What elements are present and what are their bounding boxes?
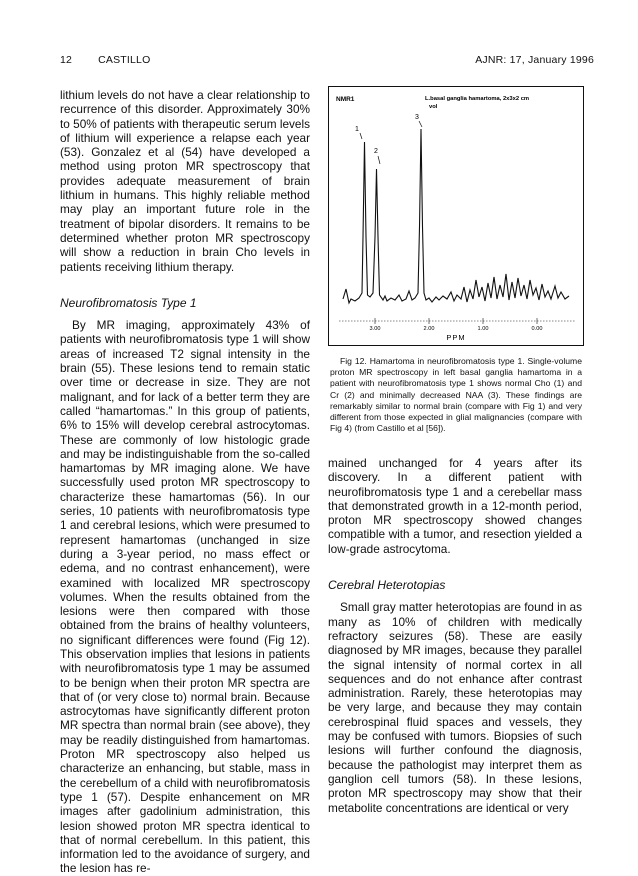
spectrum-trace [343,129,569,303]
figure-12-spectrum [328,86,584,346]
paragraph-heterotopias: Small gray matter heterotopias are found in as many as 10% of children with medically refractory seizures (58). These are easily diagnosed by MR images, because they parallel the signal intensity of normal cortex in all sequences and do not enhance after contrast administration. Rarely, these heterotopias may be very large, and because they may contain cerebrospinal fluid spaces and vessels, they may be confused with tumors. Biopsies of such lesions will further confound the diagnosis, because the pathologist may interpret them as ganglion cell tumors (58). In these lesions, proton MR spectroscopy may show that their metabolite concentrations are identical or very [328,600,582,815]
right-column [328,456,582,815]
tick-label-2: 2.00 [423,326,435,332]
paragraph-continued: mained unchanged for 4 years after its discovery. In a different patient with neurofibromatosis type 1 and a cerebellar mass that demonstrated growth in a 12-month period, proton MR spectroscopy showed changes compatible with a tumor, and resection yielded a low-grade astrocytoma. [328,456,582,556]
peak-pointer-cr [378,156,380,164]
peak-label-cho: 1 [355,126,359,133]
peak-pointer-cho [360,133,362,139]
peak-pointer-naa [419,121,422,127]
tick-label-3: 3.00 [369,326,381,332]
peak-label-cr: 2 [374,148,378,155]
author-name: CASTILLO [98,54,151,66]
peak-label-naa: 3 [415,114,419,121]
section-heading-neurofibromatosis: Neurofibromatosis Type 1 [60,295,197,310]
volume-label: vol [429,104,438,110]
paragraph-lithium: lithium levels do not have a clear relationship to recurrence of this disorder. Approximately 30% to 50% of patients with therapeutic serum levels of lithium will experience a relapse each year (53). Gonzalez et al (54) have developed a method using proton MR spectroscopy that provides adequate measurement of brain lithium in humans. This highly reliable method may play an important future role in the treatment of bipolar disorders. It remains to be determined whether proton MR spectroscopy will show a reduction in brain Cho levels in patients receiving lithium therapy. [60,88,310,274]
axis-label-ppm: PPM [446,333,466,342]
left-column [60,88,310,876]
journal-citation: AJNR: 17, January 1996 [475,54,594,66]
tick-label-1: 1.00 [477,326,489,332]
spectrum-plot [329,87,583,345]
spectrum-title: L.basal ganglia hamartoma, 2x3x2 cm [425,96,530,102]
paragraph-neurofibromatosis: By MR imaging, approximately 43% of patients with neurofibromatosis type 1 will show areas of increased T2 signal intensity in the brain (55). These lesions tend to remain static over time or decrease in size. They are not malignant, and for lack of a better term they are called “hamartomas.” In this group of patients, 6% to 15% will develop cerebral astrocytomas. These are commonly of low histologic grade and may be indistinguishable from the so-called hamartomas by MR imaging alone. We have successfully used proton MR spectroscopy to characterize these hamartomas (56). In our series, 10 patients with neurofibromatosis type 1 and cerebral lesions, which were presumed to represent hamartomas (unchanged in size during a 3-year period, no mass effect or edema, and no contrast enhancement), were examined with localized MR spectroscopy volumes. When the results obtained from the lesions were then compared with those obtained from the brains of healthy volunteers, no significant differences were found (Fig 12). This observation implies that lesions in patients with neurofibromatosis type 1 may be assumed to be benign when their proton MR spectra are that of (or very close to) normal brain. Because astrocytomas have significantly different proton MR spectra than normal brain (see above), they may be readily distinguished from hamartomas. Proton MR spectroscopy also helped us characterize an enhancing, but stable, mass in the cerebellum of a child with neurofibromatosis type 1 (57). Despite enhancement on MR images after gadolinium administration, this lesion showed proton MR spectra identical to that of normal cerebellum. In this patient, this information led to the avoidance of surgery, and the lesion has re- [60,318,310,876]
tick-label-0: 0.00 [531,326,543,332]
running-header-left [60,54,150,66]
section-heading-heterotopias: Cerebral Heterotopias [328,578,446,593]
page-number: 12 [60,54,73,66]
caption-text: Fig 12. Hamartoma in neurofibromatosis type 1. Single-volume proton MR spectroscopy in left basal ganglia hamartoma in a patient with neurofibromatosis type 1 shows normal Cho (1) and Cr (2) and minimally decreased NAA (3). These findings are remarkably similar to normal brain (compare with Fig 1) and very different from those expected in glial malignancies (compare with Fig 4) (from Castillo et al [56]). [330,356,582,434]
nmr-label: NMR1 [336,96,355,103]
figure-caption [330,356,582,434]
